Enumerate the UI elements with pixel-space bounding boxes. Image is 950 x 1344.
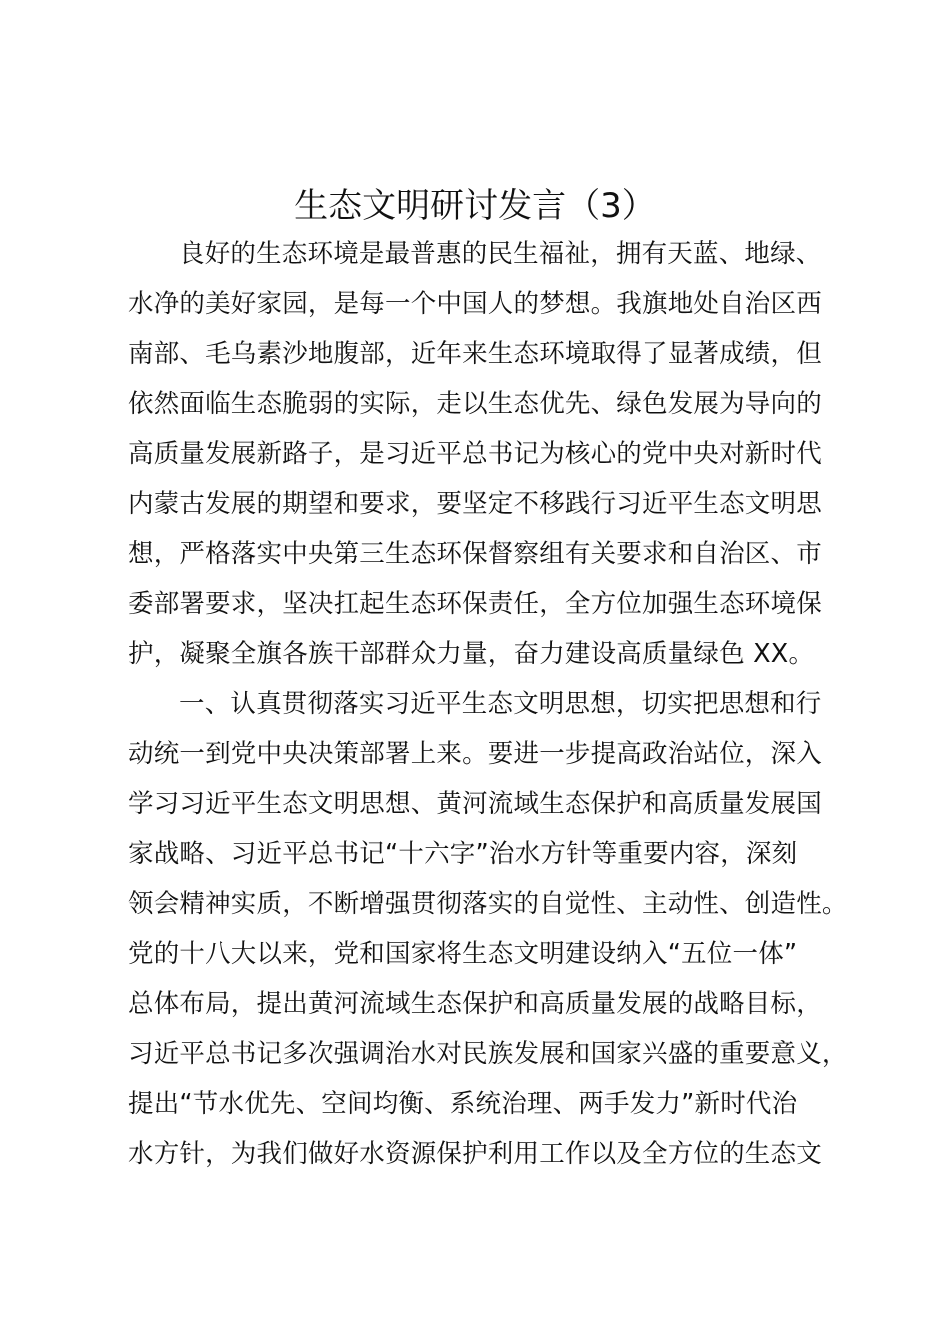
paragraph-2-line-1: 一、认真贯彻落实习近平生态文明思想，切实把思想和行 [179,689,822,719]
paragraph-2-line-8: 习近平总书记多次强调治水对民族发展和国家兴盛的重要意义， [128,1039,848,1069]
paragraph-2-line-9: 提出“节水优先、空间均衡、系统治理、两手发力”新时代治 [128,1089,798,1119]
paragraph-1-line-5: 高质量发展新路子，是习近平总书记为核心的党中央对新时代 [128,439,822,469]
paragraph-1-line-2: 水净的美好家园，是每一个中国人的梦想。我旗地处自治区西 [128,289,822,319]
document-body [128,229,858,1179]
paragraph-2-line-7: 总体布局，提出黄河流域生态保护和高质量发展的战略目标， [128,989,822,1019]
paragraph-1-line-6: 内蒙古发展的期望和要求，要坚定不移践行习近平生态文明思 [128,489,822,519]
paragraph-2-line-5: 领会精神实质，不断增强贯彻落实的自觉性、主动性、创造性。 [128,889,848,919]
paragraph-2-line-3: 学习习近平生态文明思想、黄河流域生态保护和高质量发展国 [128,789,822,819]
paragraph-1-line-3: 南部、毛乌素沙地腹部，近年来生态环境取得了显著成绩，但 [128,339,822,369]
paragraph-1-line-1: 良好的生态环境是最普惠的民生福祉，拥有天蓝、地绿、 [179,239,822,269]
paragraph-2-line-4: 家战略、习近平总书记“十六字”治水方针等重要内容，深刻 [128,839,798,869]
paragraph-2-line-10: 水方针，为我们做好水资源保护利用工作以及全方位的生态文 [128,1139,822,1169]
paragraph-1-line-8: 委部署要求，坚决扛起生态环保责任，全方位加强生态环境保 [128,589,822,619]
paragraph-2-line-2: 动统一到党中央决策部署上来。要进一步提高政治站位，深入 [128,739,822,769]
document-title: 生态文明研讨发言（3） [294,186,656,226]
paragraph-1-line-4: 依然面临生态脆弱的实际，走以生态优先、绿色发展为导向的 [128,389,822,419]
paragraph-1-line-7: 想，严格落实中央第三生态环保督察组有关要求和自治区、市 [128,539,822,569]
paragraph-2-line-6: 党的十八大以来，党和国家将生态文明建设纳入“五位一体” [128,939,798,969]
paragraph-1-line-9: 护，凝聚全旗各族干部群众力量，奋力建设高质量绿色 XX。 [128,639,815,669]
